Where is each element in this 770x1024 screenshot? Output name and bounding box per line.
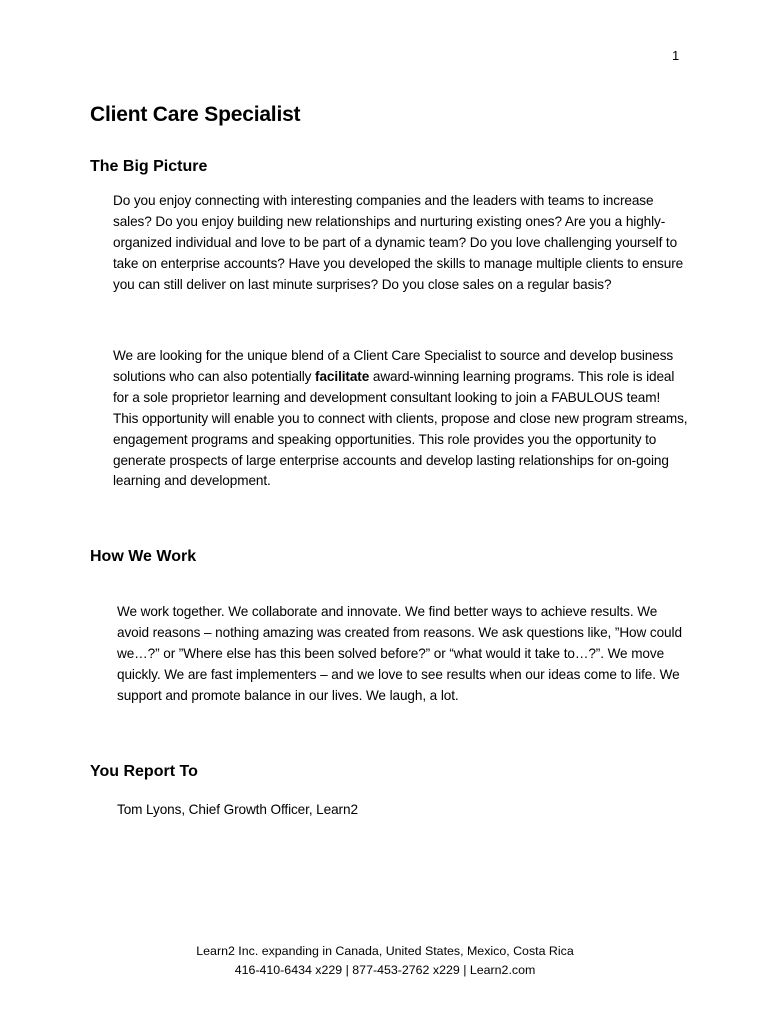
paragraph-2-text-start: We are looking for the unique blend of a Client Care Specialist to source and develop business solutions who can also potentially [113,348,674,384]
heading-how-we-work: How We Work [90,548,197,565]
how-we-work-paragraph: We work together. We collaborate and innovate. We find better ways to achieve results. We avoid reasons – nothing amazing was created from reasons. We ask questions like, ”How could we…?” or ”Where else has this been solved before?” or “what would it take to…?”. We move quickly. We are fast implementers – and we love to see results when our ideas come to life. We support and promote balance in our lives. We laugh, a lot. [117,604,682,703]
footer-line-1: Learn2 Inc. expanding in Canada, United States, Mexico, Costa Rica [196,944,574,958]
page-footer [0,942,770,980]
heading-big-picture: The Big Picture [90,158,208,175]
document-title: Client Care Specialist [90,103,301,126]
big-picture-paragraph-2 [113,346,688,492]
page-number: 1 [672,48,680,63]
footer-line-2: 416-410-6434 x229 | 877-453-2762 x229 | Learn2.com [234,963,536,977]
big-picture-paragraph-1: Do you enjoy connecting with interesting companies and the leaders with teams to increase sales? Do you enjoy building new relationships and nurturing existing ones? Are you a highly-organized individual and love to be part of a dynamic team? Do you love challenging yourself to take on enterprise accounts? Have you developed the skills to manage multiple clients to ensure you can still deliver on last minute surprises? Do you close sales on a regular basis? [113,193,684,292]
paragraph-2-text-end: award-winning learning programs. This role is ideal for a sole proprietor learning and development consultant looking to join a FABULOUS team! This opportunity will enable you to connect with clients, propose and close new program streams, engagement programs and speaking opportunities. This role provides you the opportunity to generate prospects of large enterprise accounts and develop lasting relationships for on-going learning and development. [113,368,688,489]
heading-you-report-to: You Report To [90,763,198,780]
paragraph-2-bold-word: facilitate [315,368,370,384]
report-to-paragraph: Tom Lyons, Chief Growth Officer, Learn2 [117,802,358,817]
